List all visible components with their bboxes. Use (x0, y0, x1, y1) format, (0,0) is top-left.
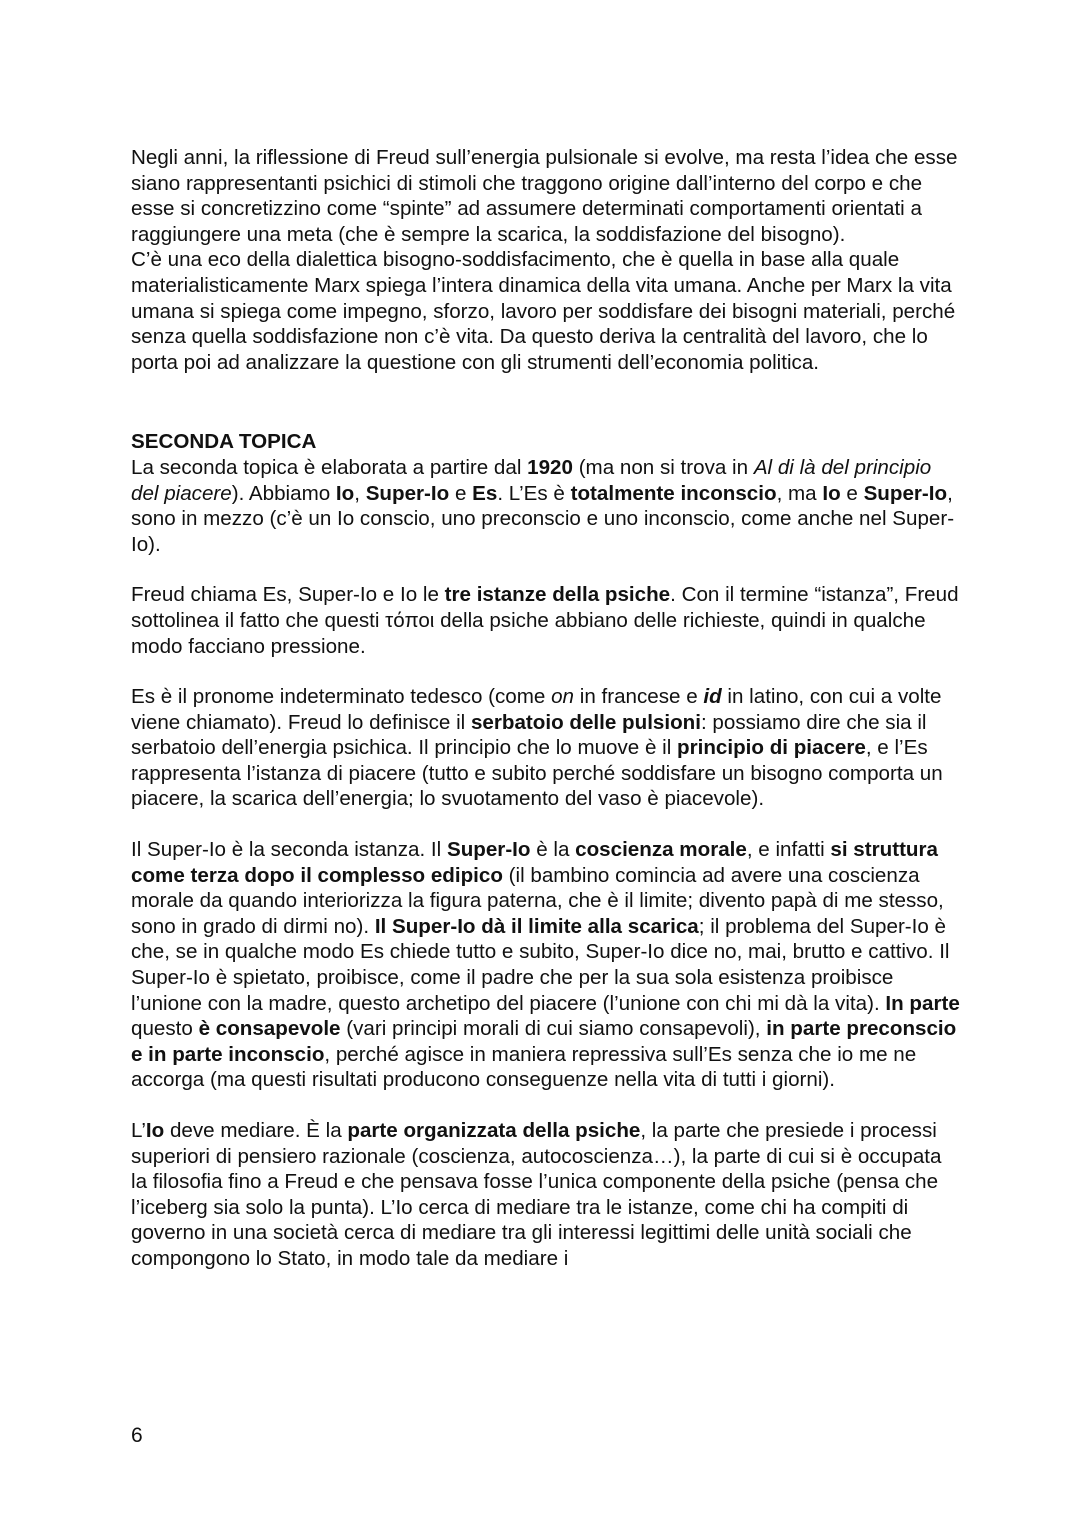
text-run: , sono in mezzo (c’è un Io conscio, uno preconscio e uno inconscio, come anche nel Super-Io). (131, 481, 955, 556)
text-run: , la parte che presiede i processi superiori di pensiero razionale (coscienza, autocoscienza…), la parte di cui si è occupata la filosofia fino a Freud e che pensava fosse l’unica componente della psiche (pensa che l’iceberg sia solo la punta). L’Io cerca di mediare tra le istanze, come chi ha compiti di governo in una società cerca di mediare tra gli interessi legittimi delle unità sociali che compongono lo Stato, in modo tale da mediare i (131, 1119, 942, 1270)
spacer (131, 557, 961, 582)
text-run: . Con il termine “istanza”, Freud sottolinea il fatto che questi τόποι della psiche abbiano delle richieste, quindi in qualche modo facciano pressione. (131, 583, 959, 658)
page-number: 6 (131, 1424, 143, 1447)
text-run: è la (530, 838, 576, 862)
text-run: Super-Io (365, 481, 450, 505)
text-run: Il Super-Io è la seconda istanza. Il (131, 838, 447, 862)
text-run: totalmente inconscio (570, 481, 777, 505)
text-run: , ma (776, 481, 823, 505)
text-run: 1920 (527, 455, 573, 479)
text-run: in latino, con cui a volte viene chiamato). Freud lo definisce il (131, 685, 942, 734)
text-run: Freud chiama Es, Super-Io e Io le (131, 583, 445, 607)
text-run: in francese e (574, 685, 704, 709)
spacer (131, 375, 961, 429)
text-run: ). Abbiamo (231, 481, 336, 505)
text-run: ; il problema del Super-Io è che, se in qualche modo Es chiede tutto e subito, Super-Io dice no, mai, brutto e cattivo. Il Super-Io è spietato, proibisce, come il padre che per la sua sola esistenza proibisce l’unione con la madre, questo archetipo del piacere (l’unione con chi mi dà la vita). (131, 914, 950, 1015)
paragraph-io (131, 1118, 961, 1272)
spacer (131, 812, 961, 837)
paragraph-super-io (131, 837, 961, 1093)
section-heading: SECONDA TOPICA (131, 430, 317, 454)
text-run: (il bambino comincia ad avere una coscienza morale da quando interiorizza la figura paterna, che è il limite; divento papà di me stesso, sono in grado di dirmi no). (131, 863, 944, 938)
document-body (131, 145, 961, 1272)
text-run: Al di là del principio del piacere (131, 455, 932, 505)
text-run: è consapevole (198, 1017, 341, 1041)
paragraph-es (131, 684, 961, 812)
text-run: , e infatti (746, 838, 831, 862)
text-run: Es (472, 481, 498, 505)
paragraph-tre-istanze (131, 582, 961, 659)
text-run: on (551, 685, 575, 709)
text-run: (ma non si trova in (572, 455, 754, 479)
text-run: Io (145, 1119, 165, 1142)
text-run: Super-Io (863, 481, 948, 505)
paragraph-seconda-topica (131, 455, 961, 557)
paragraph-intro-2: C’è una eco della dialettica bisogno-soddisfacimento, che è quella in base alla quale materialisticamente Marx spiega l’intera dinamica della vita umana. Anche per Marx la vita umana si spiega come impegno, sforzo, lavoro per soddisfare dei bisogni materiali, perché senza quella soddisfazione non c’è vita. Da questo deriva la centralità del lavoro, che lo porta poi ad analizzare la questione con gli strumenti dell’economia politica. (131, 248, 956, 374)
text-run: coscienza morale (575, 838, 747, 862)
text-run: , (354, 481, 366, 505)
text-run: Io (822, 481, 841, 505)
text-run: principio di piacere (677, 736, 866, 760)
text-run: Es è il pronome indeterminato tedesco (come (131, 685, 552, 709)
text-run: Super-Io (446, 838, 531, 862)
text-run: serbatoio delle pulsioni (470, 710, 701, 734)
text-run: La seconda topica è elaborata a partire dal (131, 455, 528, 479)
text-run: L’ (131, 1119, 146, 1142)
text-run: Il Super-Io dà il limite alla scarica (374, 914, 699, 938)
text-run: , perché agisce in maniera repressiva sull’Es senza che io me ne accorga (ma questi risultati producono conseguenze nella vita di tutti i giorni). (131, 1042, 917, 1092)
text-run: . L’Es è (497, 481, 571, 505)
text-run: : possiamo dire che sia il serbatoio dell’energia psichica. Il principio che lo muove è il (131, 710, 927, 760)
text-run: , e l’Es rappresenta l’istanza di piacere (tutto e subito perché soddisfare un bisogno comporta un piacere, la scarica dell’energia; lo svuotamento del vaso è piacevole). (131, 736, 943, 811)
text-run: In parte (885, 991, 960, 1015)
text-run: e (449, 481, 473, 505)
spacer (131, 659, 961, 684)
text-run: Io (335, 481, 355, 505)
text-run: parte organizzata della psiche (347, 1119, 641, 1142)
paragraph-intro-1: Negli anni, la riflessione di Freud sull’energia pulsionale si evolve, ma resta l’idea che esse siano rappresentanti psichici di stimoli che traggono origine dall’interno del corpo e che esse si concretizzino come “spinte” ad assumere determinati comportamenti orientati a raggiungere una meta (che è sempre la scarica, la soddisfazione del bisogno). (131, 146, 958, 246)
text-run: tre istanze della psiche (444, 583, 671, 607)
text-run: (vari principi morali di cui siamo consapevoli), (340, 1017, 767, 1041)
text-run: questo (131, 1017, 199, 1041)
text-run: si struttura come terza dopo il complesso edipico (131, 838, 938, 887)
text-run: e (840, 481, 864, 505)
spacer (131, 1093, 961, 1118)
text-run: id (703, 685, 722, 709)
text-run: deve mediare. È la (164, 1119, 348, 1142)
text-run: in parte preconscio e in parte inconscio (131, 1017, 957, 1066)
